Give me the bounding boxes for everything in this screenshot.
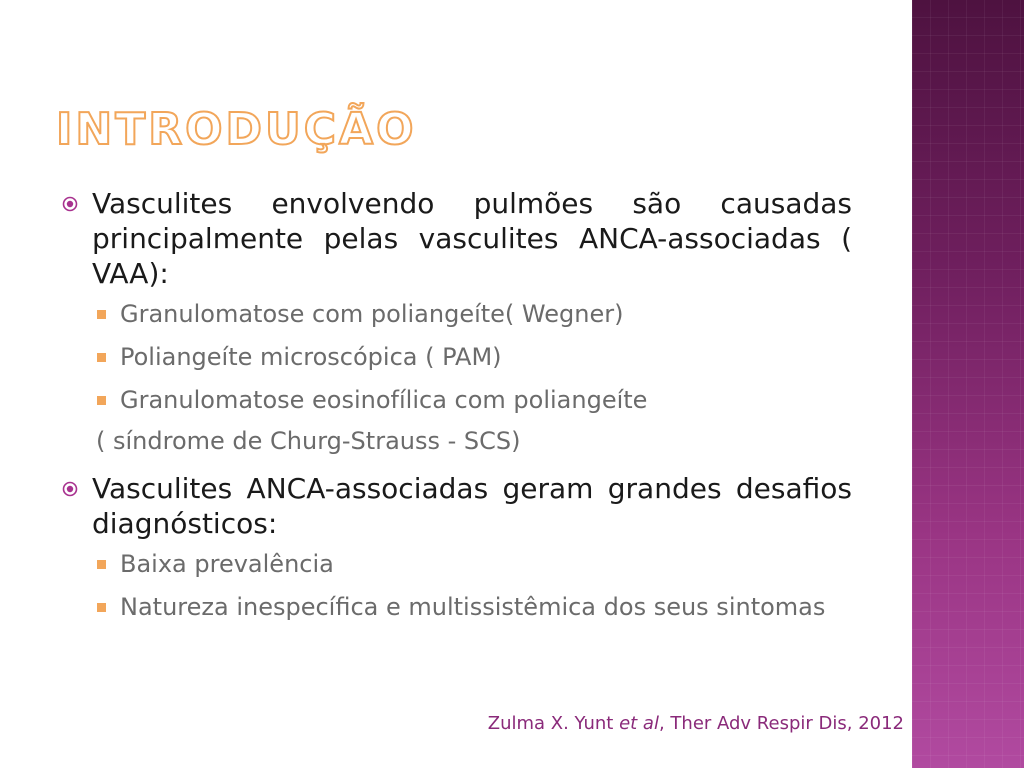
slide-title: INTRODUÇÃO [56, 104, 417, 155]
sub-list [60, 299, 852, 457]
bullet-text: Vasculites envolvendo pulmões são causadas principalmente pelas vasculites ANCA-associadas ( VAA): [92, 187, 852, 290]
sub-list-item [60, 299, 852, 330]
square-bullet-icon [97, 603, 106, 612]
bullet-text: Vasculites ANCA-associadas geram grandes desafios diagnósticos: [92, 472, 852, 540]
sub-item-text: Granulomatose eosinofílica com poliangeíte [120, 386, 648, 414]
sub-item-text: Poliangeíte microscópica ( PAM) [120, 343, 502, 371]
bullet-item [60, 186, 852, 291]
sub-item-text: Baixa prevalência [120, 550, 334, 578]
sub-list [60, 549, 852, 623]
citation-etal: et al [619, 713, 659, 734]
sub-list-item [60, 549, 852, 580]
sub-item-text: Natureza inespecífica e multissistêmica dos seus sintomas [120, 593, 826, 621]
circle-bullet-icon [62, 196, 78, 212]
bullet-item [60, 471, 852, 541]
square-bullet-icon [97, 310, 106, 319]
citation-source: , Ther Adv Respir Dis, 2012 [658, 713, 904, 734]
citation-authors: Zulma X. Yunt [487, 713, 620, 734]
sub-list-item [60, 592, 852, 623]
sub-item-text: Granulomatose com poliangeíte( Wegner) [120, 300, 624, 328]
sub-item-continuation: ( síndrome de Churg-Strauss - SCS) [96, 427, 521, 455]
sub-list-item [60, 342, 852, 373]
citation [488, 713, 904, 734]
square-bullet-icon [97, 353, 106, 362]
square-bullet-icon [97, 396, 106, 405]
square-bullet-icon [97, 560, 106, 569]
circle-bullet-icon [62, 481, 78, 497]
decorative-side-band [912, 0, 1024, 768]
sub-list-item [60, 385, 852, 416]
slide-content [60, 186, 852, 635]
